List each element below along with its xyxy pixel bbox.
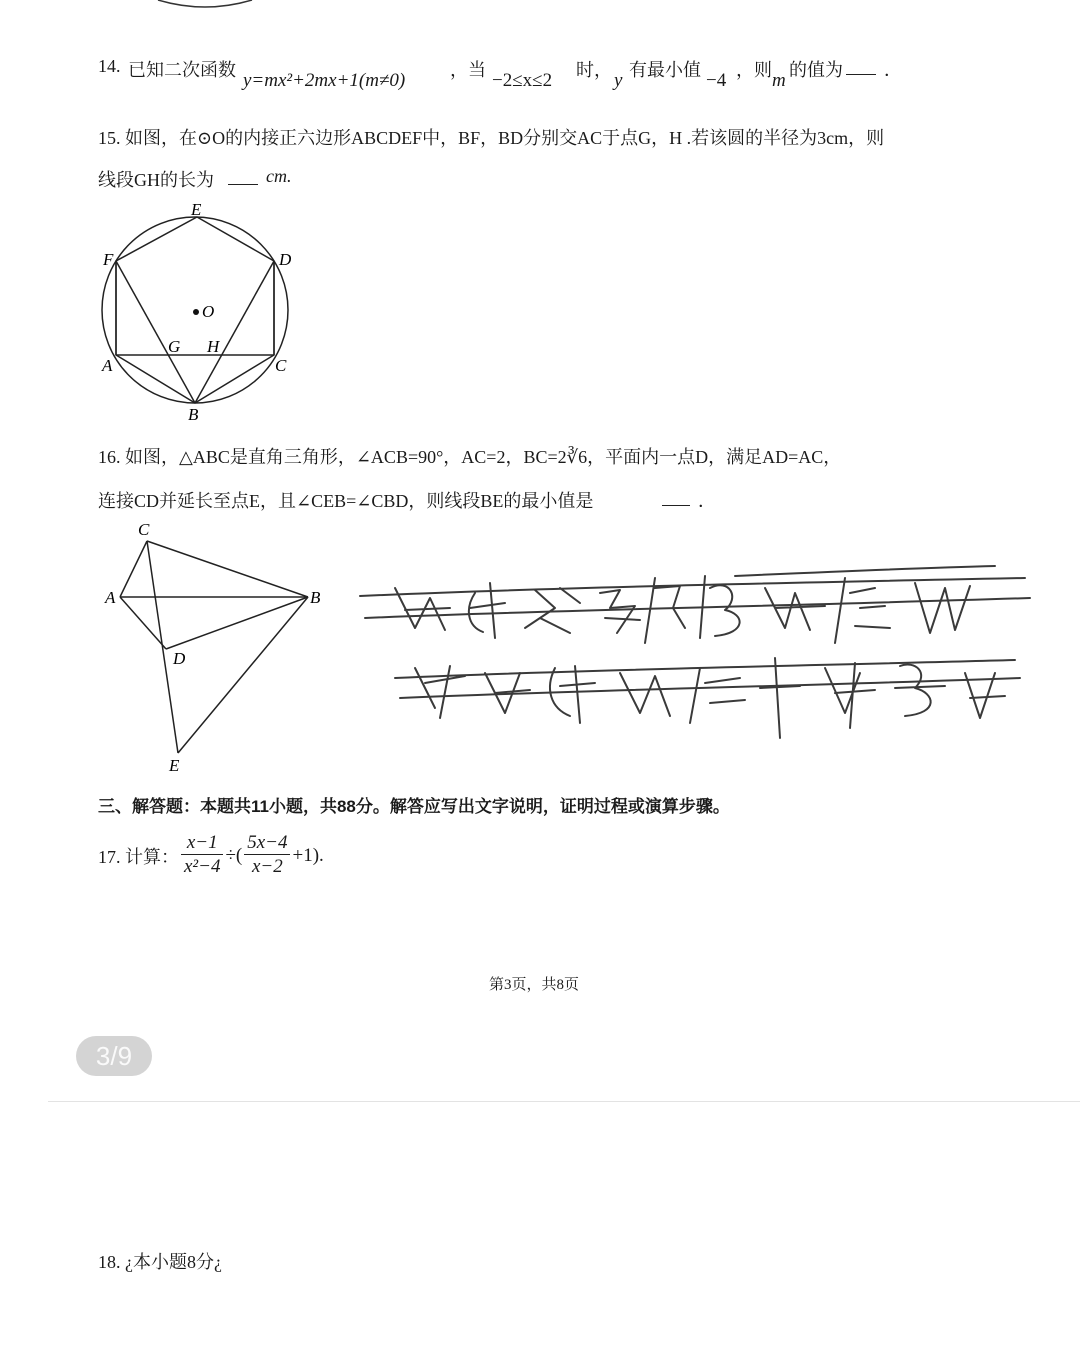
q15-line2-prefix: 线段GH的长为 bbox=[98, 170, 214, 190]
label-b: B bbox=[310, 588, 321, 607]
q16-triangle-figure bbox=[100, 515, 335, 780]
handwritten-scribble bbox=[355, 548, 1035, 743]
q16-answer-blank bbox=[662, 489, 690, 506]
q17 bbox=[98, 832, 324, 879]
q14-tail: 的值为 bbox=[789, 60, 843, 80]
label-c: C bbox=[138, 520, 150, 539]
q14-range: −2≤x≤2 bbox=[492, 70, 553, 91]
q16-line2-prefix: 连接CD并延长至点E，且∠CEB=∠CBD，则线段BE的最小值是 bbox=[98, 491, 594, 511]
center-dot bbox=[193, 309, 199, 315]
label-h: H bbox=[207, 337, 220, 356]
top-arc-fragment bbox=[150, 0, 260, 14]
label-f: F bbox=[103, 250, 114, 269]
label-b: B bbox=[188, 405, 199, 424]
q17-fraction-2 bbox=[244, 832, 290, 879]
q14-number: 14. bbox=[98, 56, 121, 76]
q17-frac2-numerator: 5x−4 bbox=[244, 832, 290, 855]
q17-frac1-numerator: x−1 bbox=[181, 832, 223, 855]
label-d: D bbox=[173, 649, 186, 668]
q16-line2-end: ． bbox=[698, 491, 716, 511]
label-e: E bbox=[191, 200, 202, 219]
label-a: A bbox=[102, 356, 113, 375]
q14-function: y=mx²+2mx+1(m≠0) bbox=[243, 70, 406, 91]
label-a: A bbox=[105, 588, 116, 607]
q18-heading: 18. ¿本小题8分¿ bbox=[98, 1252, 222, 1272]
q14-shi: 时， bbox=[576, 60, 612, 80]
page-footer: 第3页，共8页 bbox=[489, 977, 580, 993]
section3-title: 三、解答题：本题共11小题，共88分。解答应写出文字说明，证明过程或演算步骤。 bbox=[98, 797, 730, 816]
q17-label: 17. 计算： bbox=[98, 846, 179, 867]
segment-cb bbox=[147, 541, 308, 597]
q14-min-value: −4 bbox=[706, 70, 727, 91]
page-indicator: 3/9 bbox=[76, 1036, 152, 1076]
q14-has-min: 有最小值 bbox=[629, 60, 701, 80]
q17-divide: ÷( bbox=[225, 844, 243, 866]
q14-ze: ，则 bbox=[736, 60, 772, 80]
q14-var-y: y bbox=[614, 70, 623, 91]
label-c: C bbox=[275, 356, 287, 375]
q14-when: ，当 bbox=[450, 60, 486, 80]
q17-frac2-denominator: x−2 bbox=[251, 856, 283, 877]
q15-line1: 15. 如图，在⊙O的内接正六边形ABCDEF中，BF，BD分别交AC于点G，H .若该圆的半径为3cm，则 bbox=[98, 128, 885, 148]
segment-ca bbox=[120, 541, 147, 597]
segment-bf bbox=[116, 261, 195, 403]
q17-frac1-denominator: x²−4 bbox=[184, 856, 221, 877]
q14-var-m: m bbox=[772, 70, 786, 91]
q17-fraction-1 bbox=[181, 832, 223, 879]
q17-tail: +1). bbox=[292, 844, 324, 866]
label-o: O bbox=[202, 302, 215, 321]
q14-answer-blank bbox=[846, 58, 876, 75]
q15-hexagon-figure bbox=[95, 195, 305, 425]
q14-intro: 已知二次函数 bbox=[128, 60, 236, 80]
label-g: G bbox=[168, 337, 181, 356]
q15-answer-blank bbox=[228, 168, 258, 185]
label-d: D bbox=[279, 250, 292, 269]
label-e: E bbox=[169, 756, 180, 775]
q14-end: ． bbox=[884, 60, 902, 80]
page-divider bbox=[48, 1101, 1080, 1102]
segment-bd bbox=[195, 261, 274, 403]
q16-line1: 16. 如图，△ABC是直角三角形，∠ACB=90°，AC=2，BC=2∛6，平面内一点D，满足AD=AC， bbox=[98, 447, 842, 467]
q15-unit: cm. bbox=[266, 166, 292, 186]
